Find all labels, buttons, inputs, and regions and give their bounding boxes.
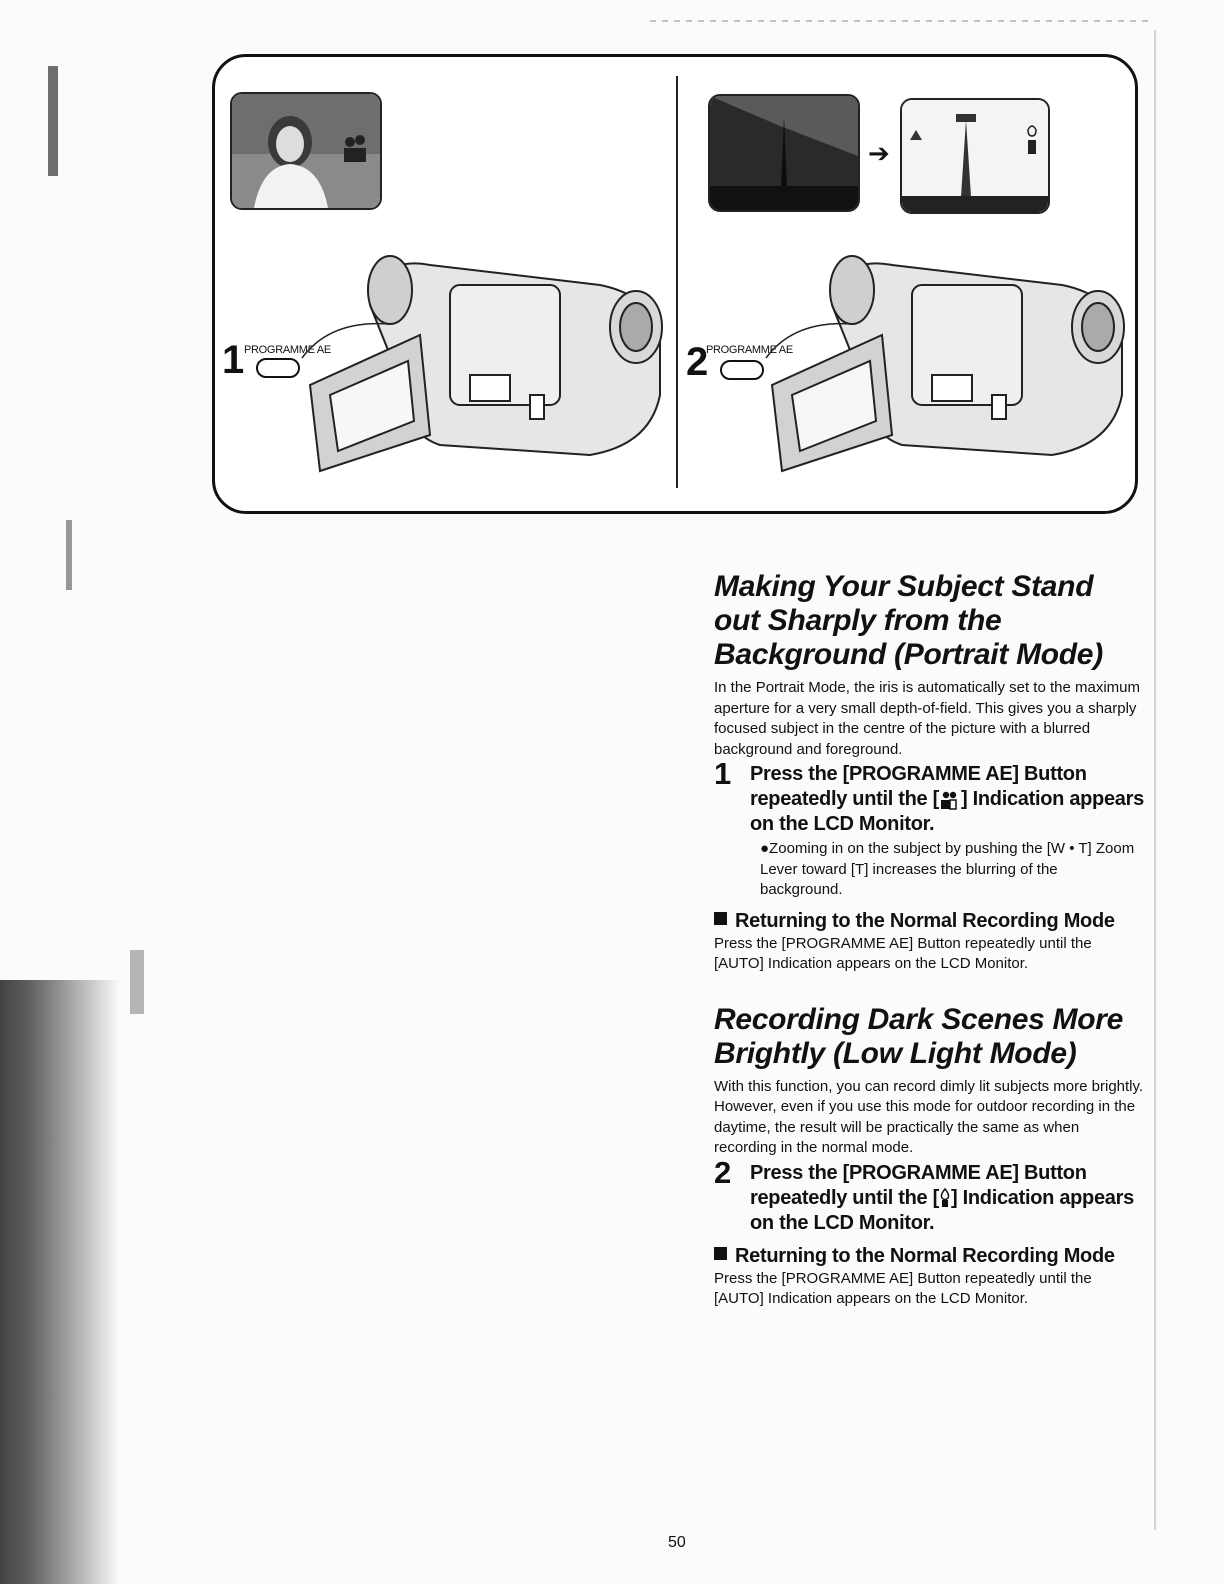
portrait-mode-intro: In the Portrait Mode, the iris is automatically set to the maximum aperture for a very small depth-of-field. This gives you a sharply focused subject in the centre of the picture with a blurred background and foreground. [714, 679, 1140, 758]
scan-line [650, 20, 1150, 22]
figure-step-1-number: 1 [222, 338, 245, 382]
portrait-step-text-after: ] Indication appears on the LCD Monitor. [750, 788, 1144, 835]
scan-line [1154, 30, 1156, 1530]
portrait-return-heading [714, 909, 1144, 934]
arrow-right-icon: ➔ [868, 138, 890, 168]
black-square-icon [714, 1247, 727, 1260]
low-light-return-text: Press the [PROGRAMME AE] Button repeatedly until the [AUTO] Indication appears on the LCD Monitor. [714, 1269, 1092, 1307]
camcorder-illustration-1 [300, 245, 670, 475]
figure-step-2-button-label: PROGRAMME AE [706, 344, 793, 356]
portrait-mode-icon [939, 790, 961, 810]
programme-ae-button-1 [256, 358, 300, 378]
black-square-icon [714, 912, 727, 925]
portrait-step-text-before: Press the [PROGRAMME AE] Button repeatedly until the [ [750, 763, 1087, 810]
portrait-return-heading-text: Returning to the Normal Recording Mode [735, 909, 1115, 932]
dark-scene-preview-image [708, 94, 860, 212]
programme-ae-button-2 [720, 360, 764, 380]
low-light-step-text [750, 1161, 1144, 1236]
low-light-return-heading [714, 1244, 1144, 1269]
callout-line-2 [764, 310, 854, 360]
portrait-step-text [750, 762, 1144, 837]
portrait-step-number: 1 [714, 756, 732, 791]
low-light-intro: With this function, you can record dimly lit subjects more brightly. However, even if you use this mode for outdoor recording in the daytime, the result will be practically the same as when recording in the normal mode. [714, 1077, 1144, 1156]
camcorder-illustration-2 [762, 245, 1132, 475]
low-light-heading: Recording Dark Scenes More Brightly (Low Light Mode) [714, 1002, 1124, 1070]
scan-mark [130, 950, 144, 1014]
low-light-return-heading-text: Returning to the Normal Recording Mode [735, 1244, 1115, 1267]
scan-shadow [0, 980, 120, 1584]
scan-mark [48, 66, 58, 176]
portrait-mode-heading: Making Your Subject Stand out Sharply from the Background (Portrait Mode) [714, 570, 1103, 671]
portrait-zoom-note: ●Zooming in on the subject by pushing the [W • T] Zoom Lever toward [T] increases the blurring of the background. [760, 840, 1135, 898]
page-number: 50 [668, 1534, 686, 1551]
bright-scene-preview-image [900, 98, 1050, 214]
low-light-step [714, 1154, 1144, 1236]
illustration-divider [676, 76, 678, 488]
low-light-section [714, 1003, 1144, 1310]
callout-line-1 [300, 310, 390, 360]
figure-step-1-button-label: PROGRAMME AE [244, 344, 331, 356]
portrait-return-text: Press the [PROGRAMME AE] Button repeatedly until the [AUTO] Indication appears on the LCD Monitor. [714, 934, 1092, 972]
portrait-step [714, 756, 1144, 837]
figure-step-2-number: 2 [686, 340, 709, 384]
low-light-step-number: 2 [714, 1154, 732, 1190]
instruction-column [714, 570, 1144, 1310]
scan-mark [66, 520, 72, 590]
portrait-preview-image [230, 92, 382, 210]
low-light-step-text-before: Press the [PROGRAMME AE] Button repeatedly until the [ [750, 1161, 1087, 1209]
low-light-step-text-after: ] Indication appears on the LCD Monitor. [750, 1186, 1134, 1234]
low-light-mode-icon [939, 1188, 951, 1208]
